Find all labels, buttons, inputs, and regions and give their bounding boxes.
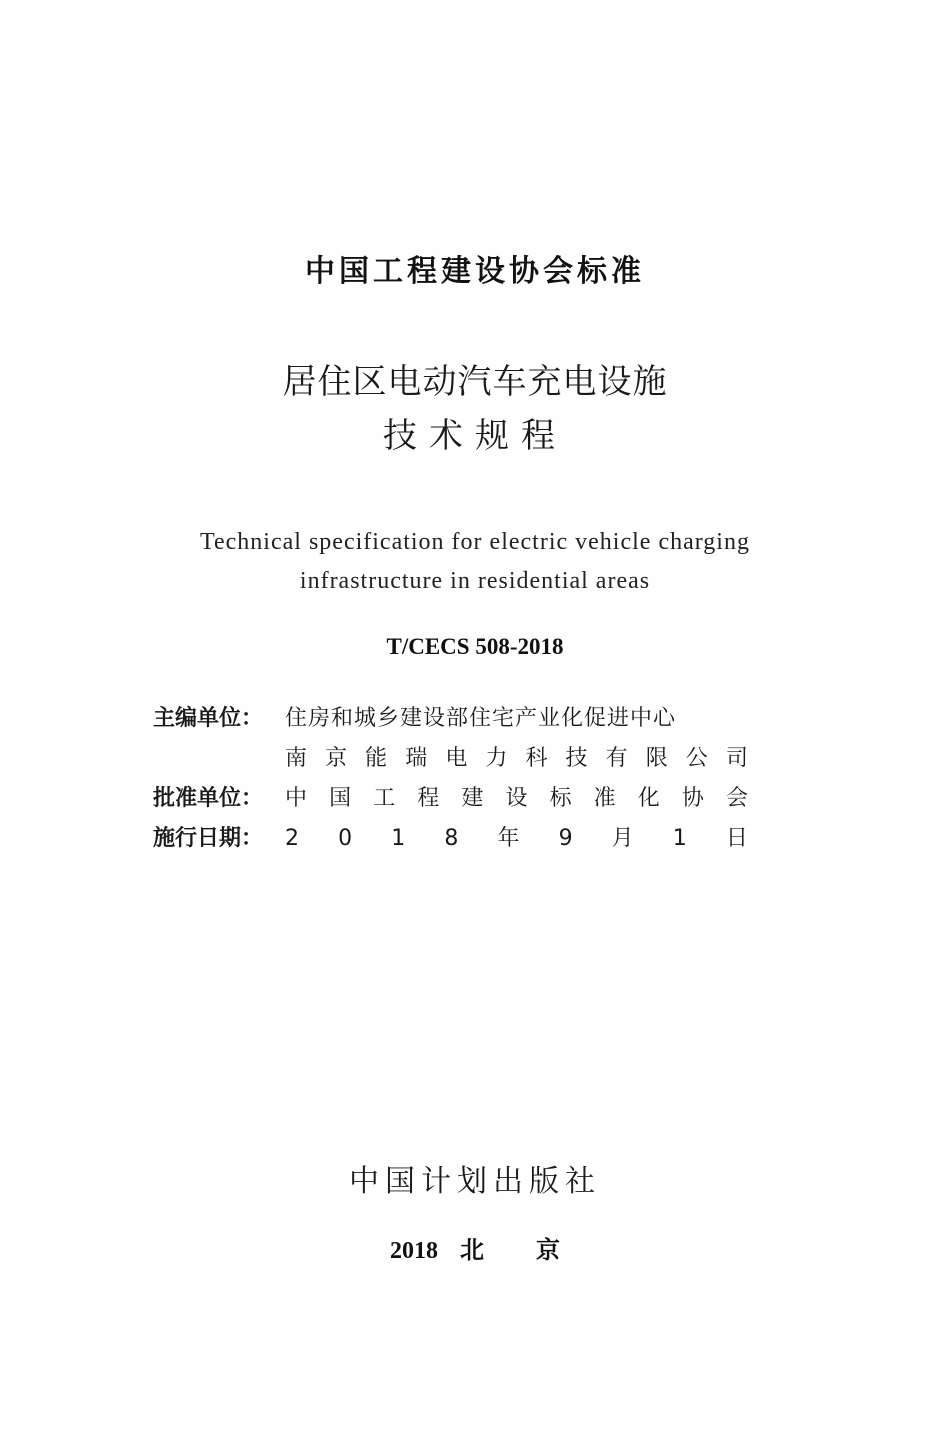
chief-editor-2-char: 司 — [725, 746, 748, 771]
effective-date-char: 8 — [444, 826, 459, 851]
approver-char: 准 — [593, 786, 616, 811]
chief-editor-2-char: 电 — [445, 746, 468, 771]
info-block — [153, 702, 748, 862]
approver-char: 标 — [549, 786, 572, 811]
chief-editor-value-2 — [285, 742, 748, 776]
approver-char: 化 — [637, 786, 660, 811]
effective-date-row — [153, 822, 748, 862]
publication-year-place — [0, 1230, 950, 1265]
chief-editor-2-char: 科 — [525, 746, 548, 771]
publisher-name: 中国计划出版社 — [349, 1164, 601, 1199]
approver-row — [153, 782, 748, 822]
approver-char: 会 — [725, 786, 748, 811]
chief-editor-2-char: 京 — [325, 746, 348, 771]
effective-date-char: 9 — [558, 826, 573, 851]
effective-date-char: 2 — [285, 826, 299, 851]
chief-editor-2-char: 技 — [565, 746, 588, 771]
chinese-title-line-2: 技术规程 — [383, 416, 567, 456]
chief-editor-2-char: 公 — [685, 746, 708, 771]
approver-char: 程 — [417, 786, 440, 811]
effective-date-value — [285, 822, 748, 856]
chief-editor-value-1: 住房和城乡建设部住宅产业化促进中心 — [285, 706, 677, 731]
standard-organization: 中国工程建设协会标准 — [305, 254, 645, 289]
effective-date-char: 1 — [391, 826, 406, 851]
approver-char: 中 — [285, 786, 308, 811]
effective-date-label: 施行日期： — [153, 826, 264, 851]
approver-char: 建 — [461, 786, 484, 811]
publication-city-1: 北 — [460, 1238, 484, 1264]
approver-label: 批准单位： — [153, 786, 264, 811]
chief-editor-2-char: 限 — [645, 746, 668, 771]
effective-date-char: 年 — [497, 826, 520, 851]
effective-date-char: 月 — [611, 826, 634, 851]
chief-editor-2-char: 有 — [605, 746, 628, 771]
chief-editor-2-char: 力 — [485, 746, 508, 771]
approver-char: 工 — [373, 786, 396, 811]
approver-char: 设 — [505, 786, 528, 811]
standard-code: T/CECS 508-2018 — [386, 634, 564, 659]
chief-editor-row — [153, 702, 748, 742]
chief-editor-2-char: 能 — [365, 746, 388, 771]
approver-char: 协 — [681, 786, 704, 811]
chief-editor-row-2 — [153, 742, 748, 782]
chief-editor-2-char: 瑞 — [405, 746, 428, 771]
approver-char: 国 — [329, 786, 352, 811]
chief-editor-label: 主编单位： — [153, 706, 264, 731]
effective-date-char: 日 — [725, 826, 748, 851]
publication-year: 2018 — [390, 1238, 438, 1264]
effective-date-char: 1 — [672, 826, 687, 851]
chinese-title-line-1: 居住区电动汽车充电设施 — [282, 362, 668, 402]
chief-editor-2-char: 南 — [285, 746, 308, 771]
effective-date-char: 0 — [338, 826, 353, 851]
approver-value — [285, 782, 748, 816]
english-title-line-2: infrastructure in residential areas — [299, 568, 651, 594]
publication-city-2: 京 — [536, 1238, 560, 1264]
english-title-line-1: Technical specification for electric vehicle charging — [200, 529, 750, 555]
